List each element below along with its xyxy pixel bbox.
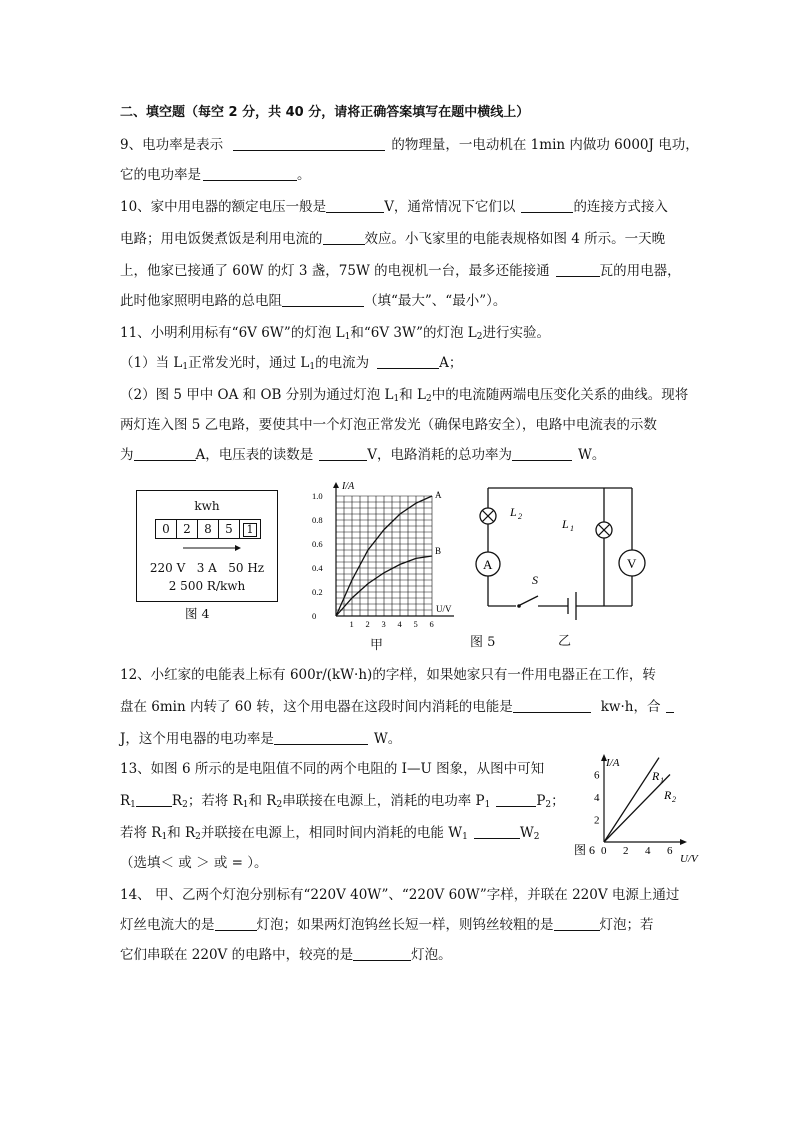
answer-blank[interactable] — [496, 793, 536, 807]
answer-blank[interactable] — [323, 231, 365, 245]
svg-text:2: 2 — [518, 512, 522, 521]
answer-blank[interactable] — [377, 355, 439, 369]
answer-blank[interactable] — [203, 167, 297, 181]
question-11-line-1: 11、小明利用标有“6V 6W”的灯泡 $L_1$和“6V 3W”的灯泡 $L_2$进行实验。 — [120, 325, 550, 342]
lamp-l1-label: L — [562, 517, 569, 531]
series-r1-line — [604, 758, 659, 842]
answer-blank[interactable] — [513, 699, 591, 713]
x-axis-label: U/V — [436, 604, 452, 614]
y-tick-label: 0.2 — [312, 587, 323, 597]
y-tick-label: 0 — [312, 611, 317, 621]
answer-blank[interactable] — [666, 699, 674, 713]
x-tick-label: 0 — [601, 845, 607, 857]
r2-label: R — [664, 788, 672, 802]
electric-meter-figure — [136, 490, 278, 602]
svg-text:1: 1 — [570, 524, 574, 533]
voltmeter-label: V — [627, 556, 637, 571]
series-r2-line — [604, 775, 670, 843]
answer-blank[interactable] — [136, 793, 172, 807]
question-11-line-2: （1）当 $L_1$正常发光时，通过 $L_1$的电流为 A； — [120, 355, 463, 372]
figure-5-caption: 图 5 — [470, 635, 496, 650]
question-14-line-2: 灯丝电流大的是 灯泡；如果两灯泡钨丝长短一样，则钨丝较粗的是 灯泡；若 — [120, 917, 654, 933]
curve-b-label: B — [435, 546, 442, 556]
y-tick-label: 0.6 — [312, 539, 323, 549]
question-14-line-1: 14、 甲、乙两个灯泡分别标有“220V 40W”、“220V 60W”字样，并联在 220V 电源上通过 — [120, 887, 680, 903]
question-10-line-2: 电路；用电饭煲煮饭是利用电流的 效应。小飞家里的电能表规格如图 4 所示。一天晚 — [120, 231, 666, 247]
section-title: 二、填空题（每空 2 分，共 40 分，请将正确答案填写在题中横线上） — [120, 105, 530, 120]
x-tick-label: 6 — [667, 845, 673, 857]
question-10-line-4: 此时他家照明电路的总电阻 （填“最大”、“最小”）。 — [120, 293, 507, 309]
question-13-line-2: $R_1$ $R_2$；若将 $R_1$和 $R_2$串联接在电源上，消耗的电功率 $P_1$ $P_2$； — [120, 793, 565, 810]
graph-5-caption: 甲 — [370, 638, 384, 653]
answer-blank[interactable] — [512, 447, 572, 461]
meter-spec: 220 V 3 A 50 Hz — [149, 561, 265, 575]
question-11-line-3: （2）图 5 甲中 OA 和 OB 分别为通过灯泡 $L_1$和 $L_2$中的电流随两端电压变化关系的曲线。现将 — [120, 387, 689, 404]
figure-4-caption: 图 4 — [185, 606, 210, 621]
lamp-l2-label: L — [510, 505, 517, 519]
rotation-arrow-icon — [181, 543, 241, 553]
answer-blank[interactable] — [353, 947, 411, 961]
answer-blank[interactable] — [326, 199, 384, 213]
meter-digit: 0 — [156, 520, 177, 538]
answer-blank[interactable] — [233, 137, 385, 151]
answer-blank[interactable] — [274, 731, 368, 745]
meter-digit: 8 — [198, 520, 219, 538]
answer-blank[interactable] — [554, 917, 600, 931]
ammeter-label: A — [483, 557, 493, 572]
question-13-line-1: 13、如图 6 所示的是电阻值不同的两个电阻的 I—U 图象，从图中可知 — [120, 761, 545, 777]
question-9-line-1: 9、电功率是表示 的物理量，一电动机在 1min 内做功 6000J 电功， — [120, 137, 699, 153]
y-tick-label: 4 — [594, 792, 600, 804]
x-tick-label: 4 — [645, 845, 651, 857]
graph-6 — [572, 752, 706, 864]
y-axis-label: I/A — [606, 757, 620, 769]
question-13-line-4: （选填＜ 或 ＞ 或 = ）。 — [120, 855, 268, 871]
y-axis-arrow — [333, 482, 339, 488]
answer-blank[interactable] — [556, 263, 600, 277]
y-tick-label: 6 — [594, 769, 600, 782]
x-tick-label: 6 — [429, 619, 434, 629]
question-11-line-4: 两灯连入图 5 乙电路，要使其中一个灯泡正常发光（确保电路安全），电路中电流表的示数 — [120, 417, 657, 433]
y-tick-label: 2 — [594, 814, 600, 827]
meter-unit: kwh — [194, 499, 220, 513]
answer-blank[interactable] — [319, 447, 367, 461]
switch-contact — [517, 604, 521, 608]
answer-blank[interactable] — [282, 293, 364, 307]
answer-blank[interactable] — [215, 917, 257, 931]
y-tick-label: 0.4 — [312, 563, 323, 573]
x-tick-label: 4 — [397, 619, 402, 629]
switch-label: S — [532, 573, 538, 587]
x-tick-label: 5 — [413, 619, 418, 629]
y-tick-label: 1.0 — [312, 491, 323, 501]
x-tick-label: 3 — [381, 619, 386, 629]
figure-6-caption: 图 6 — [574, 843, 596, 857]
question-11-line-5: 为 A，电压表的读数是 V，电路消耗的总功率为 W。 — [120, 447, 606, 463]
meter-digit: 5 — [219, 520, 240, 538]
x-tick-label: 2 — [623, 845, 629, 857]
question-12-line-3: J，这个用电器的电功率是 W。 — [120, 731, 402, 747]
svg-text:2: 2 — [672, 795, 676, 804]
answer-blank[interactable] — [474, 825, 520, 839]
question-12-line-1: 12、小红家的电能表上标有 600r/(kW·h)的字样，如果她家只有一件用电器正在工作，转 — [120, 667, 656, 683]
question-10-line-1: 10、家中用电器的额定电压一般是 V，通常情况下它们以 的连接方式接入 — [120, 199, 668, 215]
answer-blank[interactable] — [521, 199, 573, 213]
meter-digit-decimal: 1 — [240, 520, 260, 538]
lamp-l1-icon — [596, 522, 612, 538]
graph-5-jia — [308, 478, 456, 630]
r1-label: R — [652, 769, 660, 783]
answer-blank[interactable] — [134, 447, 196, 461]
x-axis-label: U/V — [680, 853, 698, 864]
question-14-line-3: 它们串联在 220V 的电路中，较亮的是 灯泡。 — [120, 947, 452, 963]
svg-text:1: 1 — [660, 776, 664, 785]
circuit-5-yi — [470, 480, 670, 620]
question-13-line-3: 若将 $R_1$和 $R_2$并联接在电源上，相同时间内消耗的电能 $W_1$ $W_2$ — [120, 825, 540, 842]
curve-a-label: A — [435, 490, 442, 500]
x-axis-arrow — [680, 839, 687, 845]
meter-digit: 2 — [177, 520, 198, 538]
question-10-line-3: 上，他家已接通了 60W 的灯 3 盏，75W 的电视机一台，最多还能接通 瓦的用电器， — [120, 263, 681, 279]
y-axis-label: I/A — [342, 481, 355, 492]
circuit-5-caption: 乙 — [558, 634, 572, 649]
x-tick-label: 1 — [349, 619, 354, 629]
y-tick-label: 0.8 — [312, 515, 323, 525]
lamp-l2-icon — [480, 508, 496, 524]
meter-rev: 2 500 R/kwh — [168, 579, 246, 593]
meter-digits — [155, 519, 261, 539]
question-12-line-2: 盘在 6min 内转了 60 转，这个用电器在这段时间内消耗的电能是 kw·h，合 — [120, 698, 674, 716]
question-9-line-2: 它的电功率是 。 — [120, 167, 311, 183]
x-tick-label: 2 — [365, 619, 370, 629]
